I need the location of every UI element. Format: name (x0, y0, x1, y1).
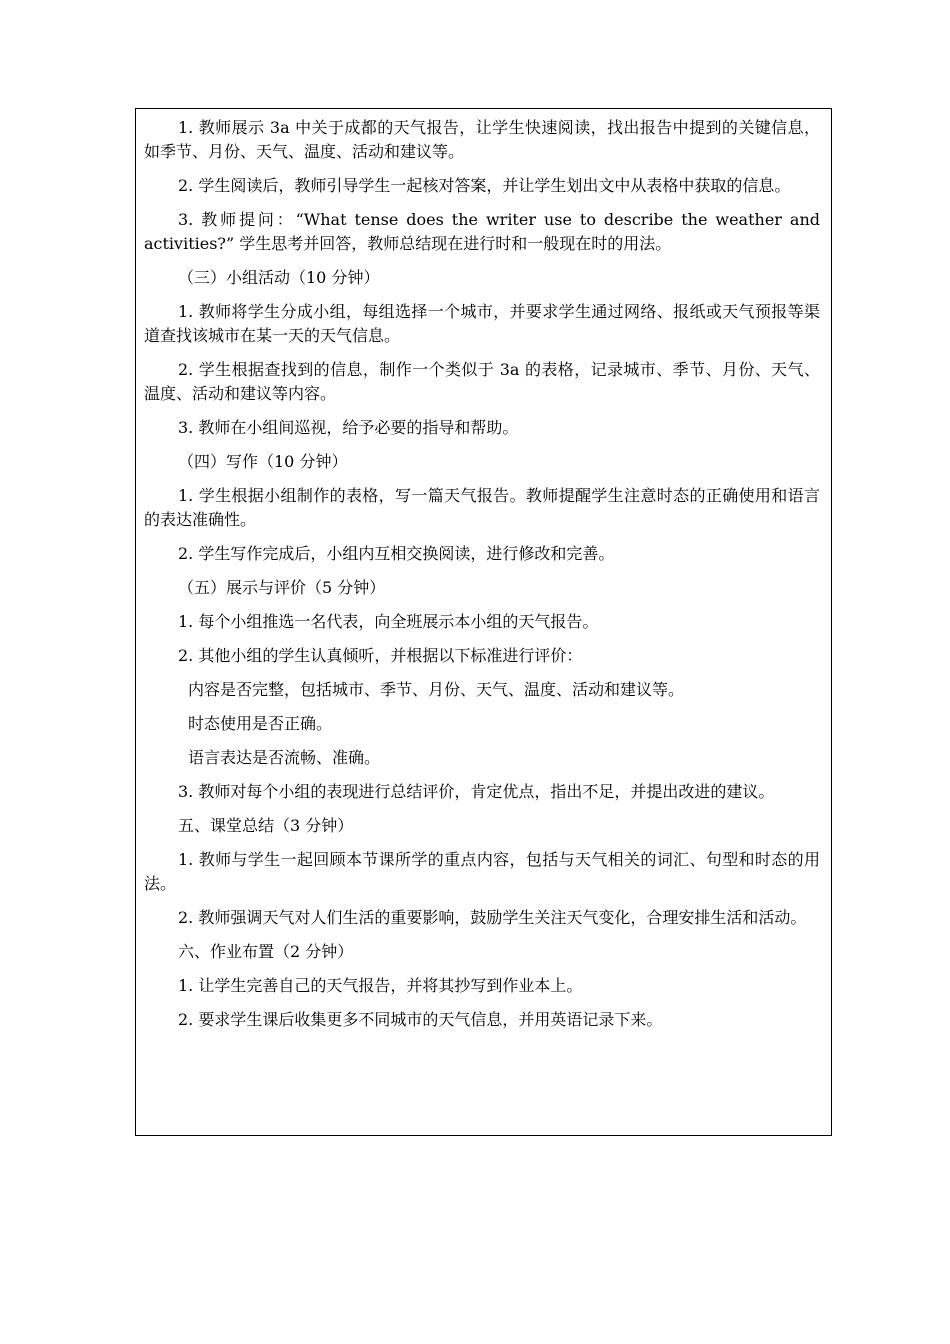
criteria-item: 语言表达是否流畅、准确。 (188, 748, 381, 767)
paragraph: 3. 教师对每个小组的表现进行总结评价，肯定优点，指出不足，并提出改进的建议。 (178, 782, 775, 801)
paragraph: 3. 教师提问：“What tense does the writer use to describe the weather and activities?” 学生思考并回答，教师总结现在进行时和一般现在时的用法。 (144, 210, 820, 253)
paragraph: 1. 教师展示 3a 中关于成都的天气报告，让学生快速阅读，找出报告中提到的关键信息，如季节、月份、天气、温度、活动和建议等。 (144, 118, 820, 161)
paragraph: 1. 教师与学生一起回顾本节课所学的重点内容，包括与天气相关的词汇、句型和时态的用法。 (144, 850, 820, 893)
criteria-item: 内容是否完整，包括城市、季节、月份、天气、温度、活动和建议等。 (188, 680, 685, 699)
paragraph: 3. 教师在小组间巡视，给予必要的指导和帮助。 (178, 418, 519, 437)
criteria-item: 时态使用是否正确。 (188, 714, 333, 733)
paragraph: 2. 其他小组的学生认真倾听，并根据以下标准进行评价： (178, 646, 583, 665)
paragraph: 2. 要求学生课后收集更多不同城市的天气信息，并用英语记录下来。 (178, 1010, 663, 1029)
paragraph: 2. 教师强调天气对人们生活的重要影响，鼓励学生关注天气变化，合理安排生活和活动。 (178, 908, 807, 927)
paragraph: 2. 学生写作完成后，小组内互相交换阅读，进行修改和完善。 (178, 544, 615, 563)
paragraph: 1. 让学生完善自己的天气报告，并将其抄写到作业本上。 (178, 976, 583, 995)
section-heading: （五）展示与评价（5 分钟） (178, 578, 386, 597)
section-heading: 五、课堂总结（3 分钟） (178, 816, 354, 835)
paragraph: 1. 教师将学生分成小组，每组选择一个城市，并要求学生通过网络、报纸或天气预报等渠道查找该城市在某一天的天气信息。 (144, 302, 820, 345)
lesson-plan-content (144, 116, 820, 1042)
paragraph: 2. 学生阅读后，教师引导学生一起核对答案，并让学生划出文中从表格中获取的信息。 (178, 176, 791, 195)
section-heading: （四）写作（10 分钟） (178, 452, 348, 471)
paragraph: 1. 每个小组推选一名代表，向全班展示本小组的天气报告。 (178, 612, 599, 631)
section-heading: （三）小组活动（10 分钟） (178, 268, 380, 287)
paragraph: 2. 学生根据查找到的信息，制作一个类似于 3a 的表格，记录城市、季节、月份、天气、温度、活动和建议等内容。 (144, 360, 820, 403)
paragraph: 1. 学生根据小组制作的表格，写一篇天气报告。教师提醒学生注意时态的正确使用和语言的表达准确性。 (144, 486, 820, 529)
section-heading: 六、作业布置（2 分钟） (178, 942, 354, 961)
